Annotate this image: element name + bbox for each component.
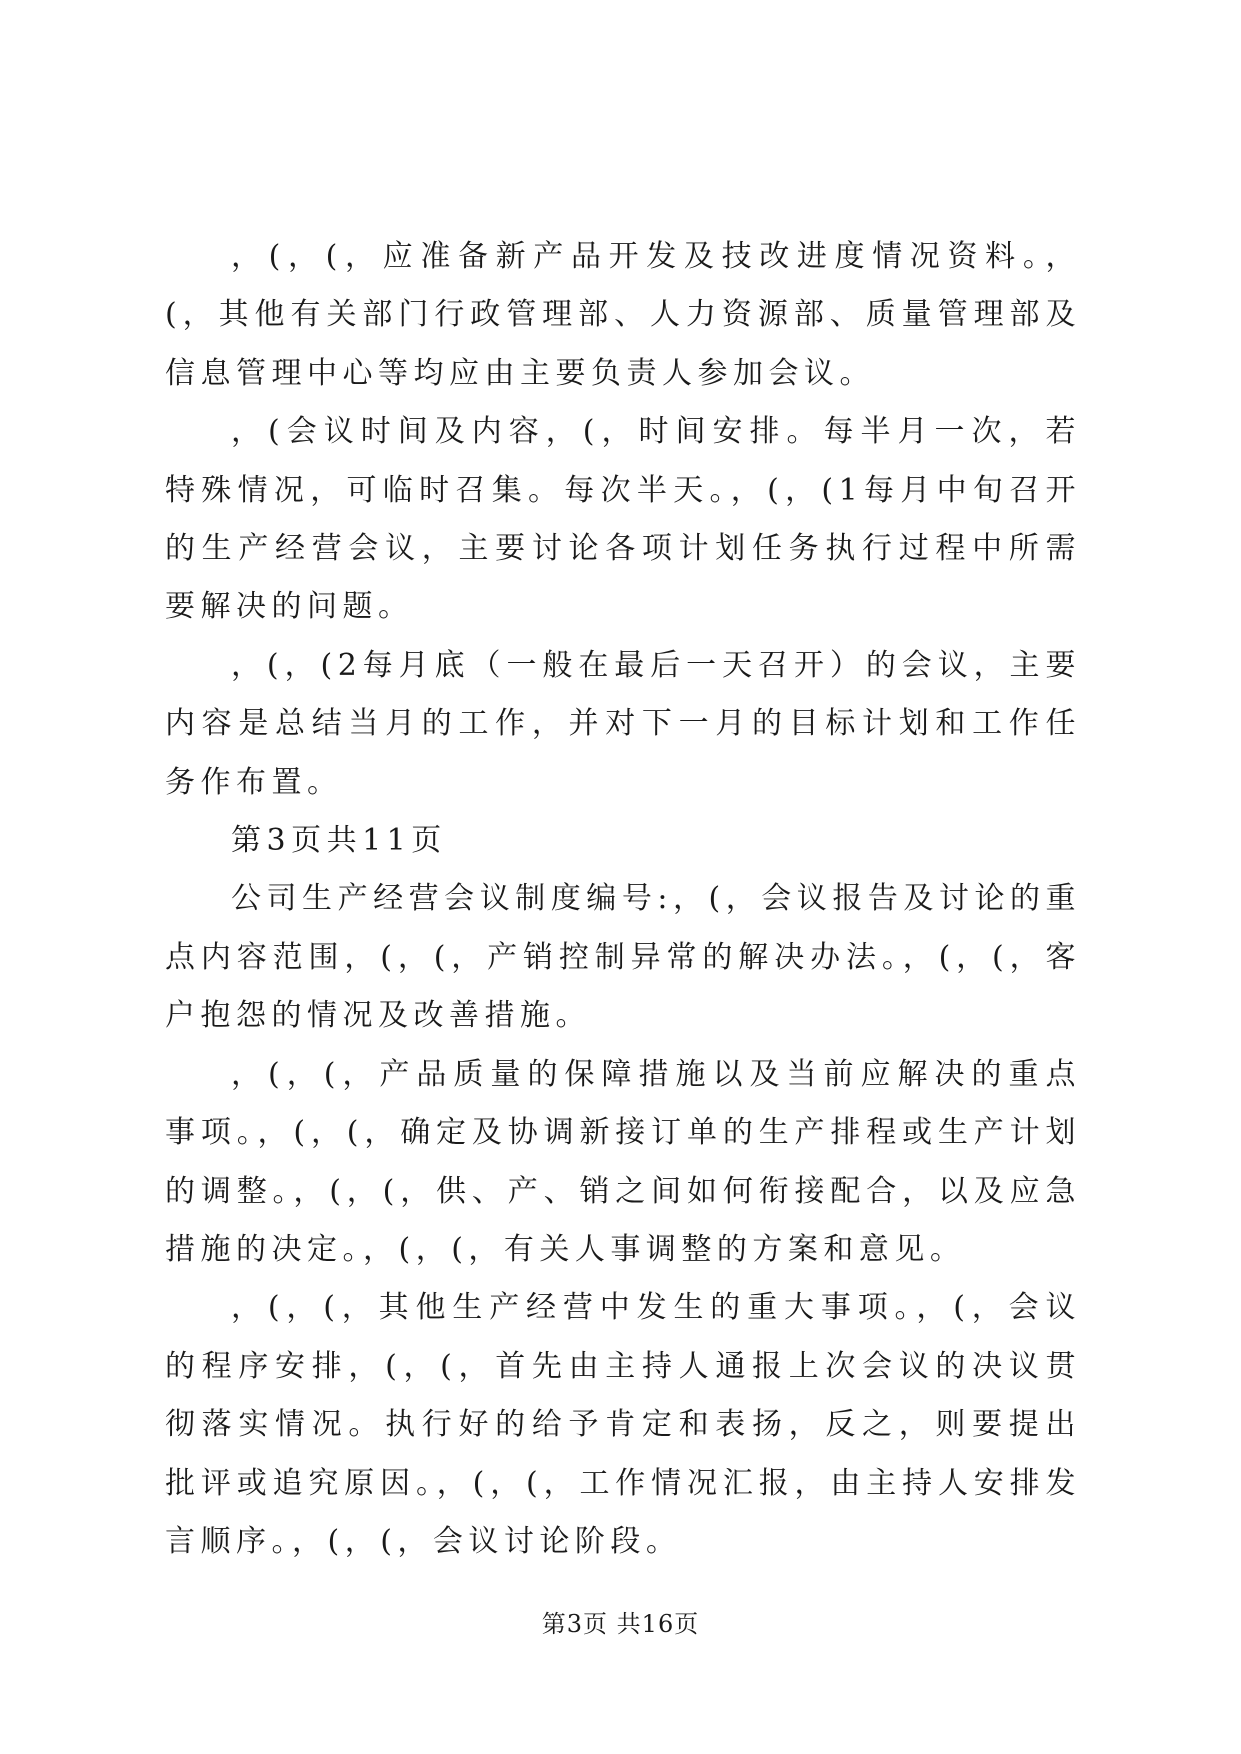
page-footer: 第3页 共16页 bbox=[541, 1610, 700, 1638]
paragraph-quality-measures: ，(，(，产品质量的保障措施以及当前应解决的重点事项。，(，(，确定及协调新接订单的生产排程或生产计划的调整。，(，(，供、产、销之间如何衔接配合，以及应急措施的决定。，(，(，有关人事调整的方案和意见。 bbox=[165, 1056, 1081, 1267]
paragraph-inline-page-marker: 第3页共11页 bbox=[231, 823, 447, 859]
paragraph-participants: ，(，(，应准备新产品开发及技改进度情况资料。，(，其他有关部门行政管理部、人力资源部、质量管理部及信息管理中心等均应由主要负责人参加会议。 bbox=[165, 239, 1081, 391]
paragraph-report-scope: 公司生产经营会议制度编号:，(，会议报告及讨论的重点内容范围，(，(，产销控制异常的解决办法。，(，(，客户抱怨的情况及改善措施。 bbox=[165, 881, 1081, 1034]
paragraph-meeting-time: ，(会议时间及内容，(，时间安排。每半月一次，若特殊情况，可临时召集。每次半天。，(，(1每月中旬召开的生产经营会议，主要讨论各项计划任务执行过程中所需要解决的问题。 bbox=[165, 414, 1081, 625]
paragraph-month-end-meeting: ，(，(2每月底（一般在最后一天召开）的会议，主要内容是总结当月的工作，并对下一月的目标计划和工作任务作布置。 bbox=[165, 647, 1081, 800]
document-body bbox=[165, 228, 1081, 1571]
paragraph-meeting-procedure: ，(，(，其他生产经营中发生的重大事项。，(，会议的程序安排，(，(，首先由主持人通报上次会议的决议贯彻落实情况。执行好的给予肯定和表扬，反之，则要提出批评或追究原因。，(，(，工作情况汇报，由主持人安排发言顺序。，(，(，会议讨论阶段。 bbox=[165, 1290, 1081, 1559]
